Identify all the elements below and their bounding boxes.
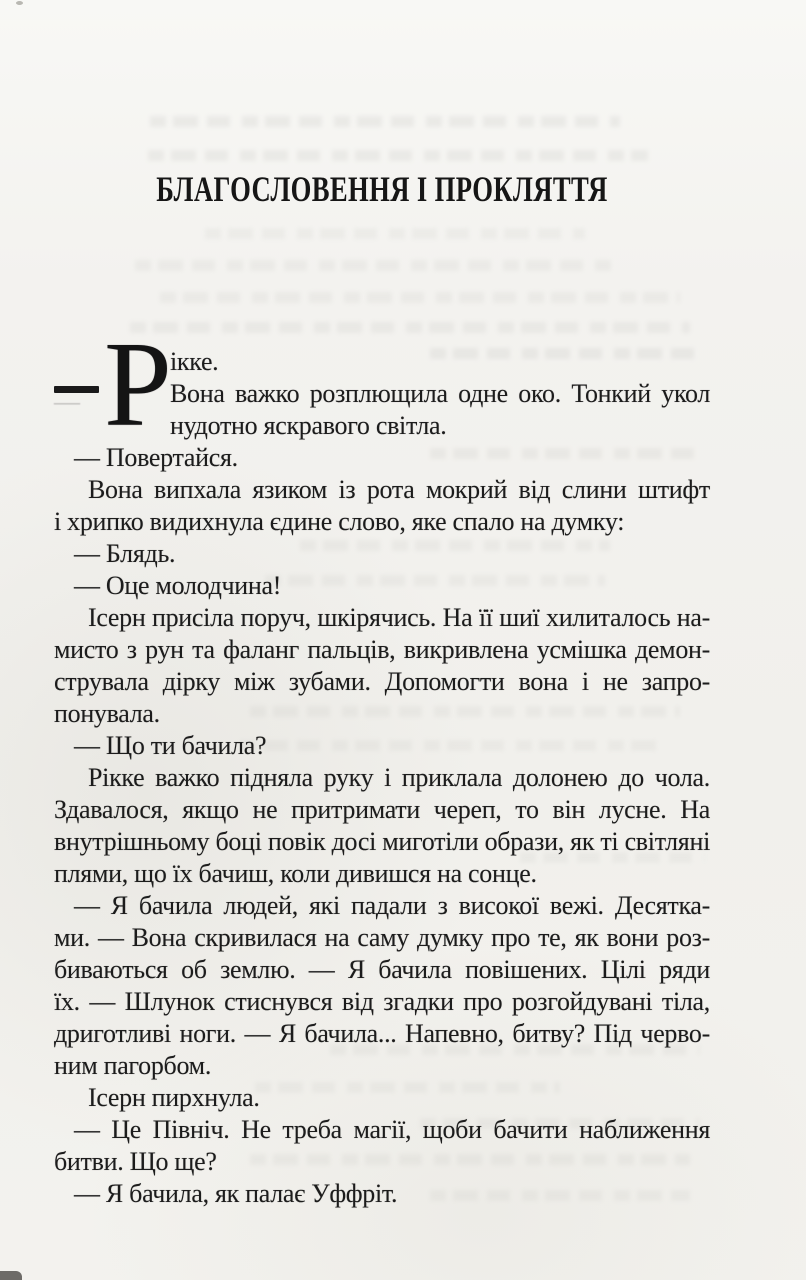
text-line: Ісерн пирхнула. (88, 1083, 260, 1112)
bleed-line (130, 322, 690, 333)
scan-corner-mark (0, 1271, 22, 1280)
paragraph-dialogue (54, 890, 710, 1082)
bleed-line (150, 116, 620, 127)
text-line: нудотно яскравого світла. (170, 411, 447, 440)
text-line: Здавалося, якщо не притримати череп, то він лусне. На (54, 795, 710, 824)
text-line: внутрішньому боці повік досі миготіли образи, як ті світляні (54, 827, 710, 856)
em-dash-large: — (54, 386, 99, 393)
text-line: — Оце молодчина! (74, 571, 282, 600)
text-line: Вона випхала язиком із рота мокрий від слини штифт (88, 475, 710, 504)
text-line: Рікке важко підняла руку і приклала долонею до чола. (88, 763, 710, 792)
text-line: понувала. (54, 699, 160, 728)
text-line: — Повертайся. (74, 443, 238, 472)
text-line: струвала дірку між зубами. Допомогти вона і не запро- (54, 667, 710, 696)
bleed-line (148, 150, 648, 161)
chapter-title-text: БЛАГОСЛОВЕННЯ І ПРОКЛЯТТЯ (156, 169, 608, 209)
drop-cap-letter: Р (104, 317, 172, 452)
text-line: дриготливі ноги. — Я бачила... Напевно, битву? Під черво- (54, 1019, 710, 1048)
bleed-line (160, 292, 680, 303)
text-line: ікке. (170, 347, 219, 376)
text-line: Вона важко розплющила одне око. Тонкий укол (170, 379, 710, 408)
paragraph-narration (54, 762, 710, 890)
text-line: ним пагорбом. (54, 1051, 212, 1080)
paragraph-narration (54, 474, 710, 538)
text-line: — Я бачила людей, які падали з високої вежі. Десятка- (74, 891, 710, 920)
paragraph-narration (54, 1082, 710, 1114)
paragraph-lines (170, 346, 710, 442)
text-line: Ісерн присіла поруч, шкірячись. На її шиї хилиталось на- (88, 603, 710, 632)
text-line: — Що ти бачила? (74, 731, 267, 760)
chapter-title (54, 170, 710, 208)
text-line: — Блядь. (74, 539, 176, 568)
scan-speck (16, 1, 23, 5)
text-line: їх. — Шлунок стиснувся від згадки про розгойдувані тіла, (54, 987, 710, 1016)
bleed-line (135, 260, 615, 271)
text-line: і хрипко видихнула єдине слово, яке спало на думку: (54, 507, 625, 536)
text-line: мисто з рун та фаланг пальців, викривлена усмішка демон- (54, 635, 710, 664)
paragraph-dialogue (54, 730, 710, 762)
paragraph-dropcap (54, 317, 710, 452)
body-text (54, 317, 710, 1210)
bleed-line (205, 228, 585, 239)
text-line: — Я бачила, як палає Уффріт. (74, 1179, 398, 1208)
text-line: биваються об землю. — Я бачила повішених. Цілі ряди (54, 955, 710, 984)
text-line: плями, що їх бачиш, коли дивишся на сонце. (54, 859, 537, 888)
paragraph-narration (54, 602, 710, 730)
text-line: — Це Північ. Не треба магії, щоби бачити наближення (74, 1115, 710, 1144)
paragraph-dialogue (54, 570, 710, 602)
paragraph-dialogue (54, 1114, 710, 1178)
text-line: ми. — Вона скривилася на саму думку про те, як вони роз- (54, 923, 710, 952)
paragraph-dialogue (54, 538, 710, 570)
text-line: битви. Що ще? (54, 1147, 217, 1176)
paragraph-dialogue (54, 1178, 710, 1210)
